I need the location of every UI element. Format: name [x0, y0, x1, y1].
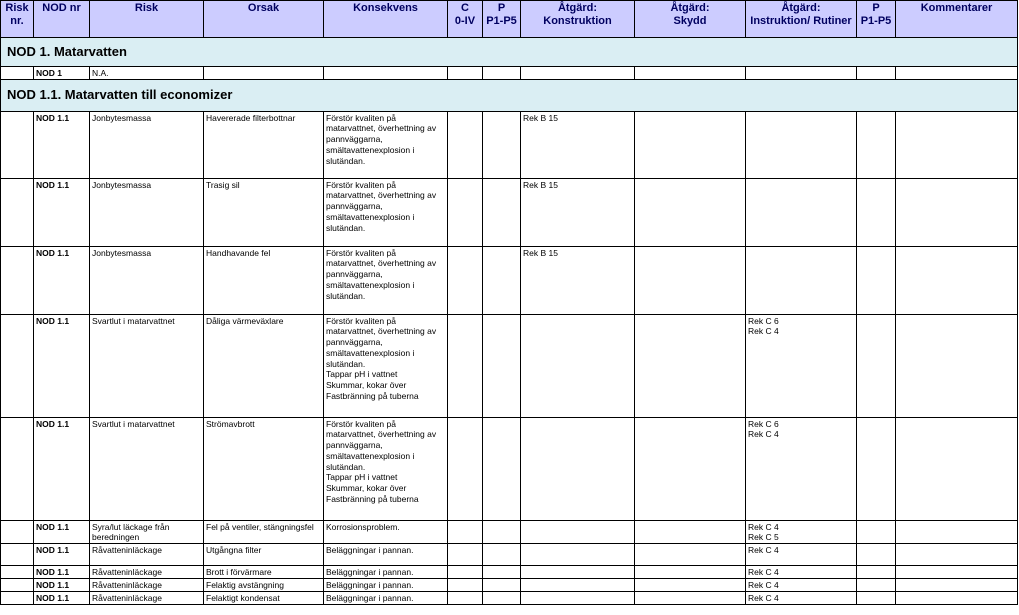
cell-konsekvens[interactable]: Förstör kvaliten på matarvattnet, överhettning av pannväggarna, smältavattenexplosion i slutändan.: [324, 178, 448, 246]
cell-risk[interactable]: Råvatteninläckage: [90, 544, 204, 566]
cell-nod[interactable]: NOD 1.1: [34, 246, 90, 314]
cell-konsekvens[interactable]: Beläggningar i pannan.: [324, 592, 448, 605]
cell-kommentarer[interactable]: [896, 520, 1018, 543]
cell-p2[interactable]: [857, 111, 896, 178]
cell-konstruktion[interactable]: [521, 67, 635, 80]
table-row: [1, 178, 1018, 246]
table-row: [1, 592, 1018, 605]
cell-c[interactable]: [448, 67, 483, 80]
cell-skydd[interactable]: [635, 592, 746, 605]
cell-orsak[interactable]: Strömavbrott: [204, 417, 324, 520]
cell-nod[interactable]: NOD 1.1: [34, 566, 90, 579]
cell-orsak[interactable]: Havererade filterbottnar: [204, 111, 324, 178]
cell-kommentarer[interactable]: [896, 178, 1018, 246]
table-row: [1, 579, 1018, 592]
cell-p[interactable]: [483, 314, 521, 417]
header-cell[interactable]: Åtgärd: Konstruktion: [521, 1, 635, 38]
cell-c[interactable]: [448, 520, 483, 543]
cell-orsak[interactable]: Felaktigt kondensat: [204, 592, 324, 605]
cell-c[interactable]: [448, 544, 483, 566]
cell-kommentarer[interactable]: [896, 67, 1018, 80]
cell-c[interactable]: [448, 579, 483, 592]
cell-nod[interactable]: NOD 1.1: [34, 111, 90, 178]
cell-c[interactable]: [448, 178, 483, 246]
cell-nod[interactable]: NOD 1.1: [34, 314, 90, 417]
cell-instruktion[interactable]: Rek C 4: [746, 566, 857, 579]
header-cell[interactable]: Kommentarer: [896, 1, 1018, 38]
cell-instruktion[interactable]: [746, 67, 857, 80]
header-row: [1, 1, 1018, 38]
cell-risk[interactable]: Jonbytesmassa: [90, 111, 204, 178]
cell-risk-nr[interactable]: [1, 520, 34, 543]
cell-konstruktion[interactable]: Rek B 15: [521, 111, 635, 178]
cell-instruktion[interactable]: Rek C 6 Rek C 4: [746, 314, 857, 417]
cell-p2[interactable]: [857, 544, 896, 566]
cell-risk[interactable]: Råvatteninläckage: [90, 579, 204, 592]
cell-p2[interactable]: [857, 178, 896, 246]
cell-instruktion[interactable]: [746, 178, 857, 246]
cell-instruktion[interactable]: Rek C 4: [746, 544, 857, 566]
cell-p2[interactable]: [857, 67, 896, 80]
cell-instruktion[interactable]: Rek C 4: [746, 592, 857, 605]
cell-skydd[interactable]: [635, 246, 746, 314]
cell-orsak[interactable]: Fel på ventiler, stängningsfel: [204, 520, 324, 543]
cell-konsekvens[interactable]: [324, 67, 448, 80]
cell-kommentarer[interactable]: [896, 566, 1018, 579]
cell-kommentarer[interactable]: [896, 544, 1018, 566]
cell-p2[interactable]: [857, 579, 896, 592]
cell-nod[interactable]: NOD 1.1: [34, 178, 90, 246]
cell-orsak[interactable]: Brott i förvärmare: [204, 566, 324, 579]
section-row: [1, 79, 1018, 111]
header-cell[interactable]: C 0-IV: [448, 1, 483, 38]
cell-konstruktion[interactable]: [521, 544, 635, 566]
cell-kommentarer[interactable]: [896, 579, 1018, 592]
cell-skydd[interactable]: [635, 111, 746, 178]
cell-p[interactable]: [483, 592, 521, 605]
cell-risk-nr[interactable]: [1, 178, 34, 246]
cell-konsekvens[interactable]: Beläggningar i pannan.: [324, 579, 448, 592]
cell-p[interactable]: [483, 67, 521, 80]
cell-nod[interactable]: NOD 1: [34, 67, 90, 80]
cell-konsekvens[interactable]: Förstör kvaliten på matarvattnet, överhettning av pannväggarna, smältavattenexplosion i slutändan. Tappar pH i vattnet Skummar, kokar över Fastbränning på tuberna: [324, 314, 448, 417]
cell-orsak[interactable]: [204, 67, 324, 80]
cell-c[interactable]: [448, 111, 483, 178]
cell-risk-nr[interactable]: [1, 67, 34, 80]
cell-nod[interactable]: NOD 1.1: [34, 520, 90, 543]
cell-risk[interactable]: Svartlut i matarvattnet: [90, 314, 204, 417]
cell-konsekvens[interactable]: Korrosionsproblem.: [324, 520, 448, 543]
cell-p[interactable]: [483, 417, 521, 520]
cell-orsak[interactable]: Utgångna filter: [204, 544, 324, 566]
cell-risk-nr[interactable]: [1, 111, 34, 178]
cell-konstruktion[interactable]: [521, 520, 635, 543]
cell-p[interactable]: [483, 111, 521, 178]
cell-p2[interactable]: [857, 566, 896, 579]
cell-konsekvens[interactable]: Förstör kvaliten på matarvattnet, överhettning av pannväggarna, smältavattenexplosion i slutändan. Tappar pH i vattnet Skummar, kokar över Fastbränning på tuberna: [324, 417, 448, 520]
cell-risk-nr[interactable]: [1, 592, 34, 605]
cell-kommentarer[interactable]: [896, 314, 1018, 417]
cell-p[interactable]: [483, 566, 521, 579]
cell-konsekvens[interactable]: Beläggningar i pannan.: [324, 544, 448, 566]
cell-konsekvens[interactable]: Förstör kvaliten på matarvattnet, överhettning av pannväggarna, smältavattenexplosion i slutändan.: [324, 111, 448, 178]
header-cell[interactable]: Åtgärd: Instruktion/ Rutiner: [746, 1, 857, 38]
cell-konstruktion[interactable]: [521, 314, 635, 417]
header-cell[interactable]: Risk: [90, 1, 204, 38]
cell-konstruktion[interactable]: [521, 592, 635, 605]
cell-risk-nr[interactable]: [1, 314, 34, 417]
cell-instruktion[interactable]: Rek C 6 Rek C 4: [746, 417, 857, 520]
header-cell[interactable]: P P1-P5: [857, 1, 896, 38]
cell-skydd[interactable]: [635, 417, 746, 520]
cell-orsak[interactable]: Trasig sil: [204, 178, 324, 246]
cell-nod[interactable]: NOD 1.1: [34, 544, 90, 566]
cell-kommentarer[interactable]: [896, 417, 1018, 520]
cell-konstruktion[interactable]: Rek B 15: [521, 246, 635, 314]
cell-p2[interactable]: [857, 592, 896, 605]
cell-p2[interactable]: [857, 246, 896, 314]
cell-risk[interactable]: N.A.: [90, 67, 204, 80]
cell-skydd[interactable]: [635, 520, 746, 543]
table-row: [1, 544, 1018, 566]
cell-skydd[interactable]: [635, 178, 746, 246]
table-row: [1, 111, 1018, 178]
cell-p[interactable]: [483, 544, 521, 566]
cell-risk-nr[interactable]: [1, 246, 34, 314]
section-title[interactable]: NOD 1. Matarvatten: [1, 38, 1018, 67]
cell-risk-nr[interactable]: [1, 579, 34, 592]
cell-risk-nr[interactable]: [1, 544, 34, 566]
cell-nod[interactable]: NOD 1.1: [34, 417, 90, 520]
cell-risk[interactable]: Jonbytesmassa: [90, 178, 204, 246]
cell-c[interactable]: [448, 314, 483, 417]
cell-kommentarer[interactable]: [896, 246, 1018, 314]
cell-konstruktion[interactable]: [521, 566, 635, 579]
cell-risk-nr[interactable]: [1, 566, 34, 579]
header-cell[interactable]: NOD nr: [34, 1, 90, 38]
cell-orsak[interactable]: Dåliga värmeväxlare: [204, 314, 324, 417]
cell-konsekvens[interactable]: Förstör kvaliten på matarvattnet, överhettning av pannväggarna, smältavattenexplosion i slutändan.: [324, 246, 448, 314]
cell-c[interactable]: [448, 417, 483, 520]
header-cell[interactable]: Risk nr.: [1, 1, 34, 38]
header-cell[interactable]: P P1-P5: [483, 1, 521, 38]
cell-c[interactable]: [448, 566, 483, 579]
cell-c[interactable]: [448, 246, 483, 314]
section-row: [1, 38, 1018, 67]
cell-risk[interactable]: Svartlut i matarvattnet: [90, 417, 204, 520]
cell-risk[interactable]: Syra/lut läckage från beredningen: [90, 520, 204, 543]
cell-skydd[interactable]: [635, 579, 746, 592]
cell-konsekvens[interactable]: Beläggningar i pannan.: [324, 566, 448, 579]
cell-risk[interactable]: Råvatteninläckage: [90, 566, 204, 579]
cell-risk[interactable]: Råvatteninläckage: [90, 592, 204, 605]
cell-skydd[interactable]: [635, 566, 746, 579]
cell-nod[interactable]: NOD 1.1: [34, 592, 90, 605]
cell-orsak[interactable]: Handhavande fel: [204, 246, 324, 314]
cell-konstruktion[interactable]: [521, 417, 635, 520]
table-row: [1, 314, 1018, 417]
cell-p[interactable]: [483, 579, 521, 592]
cell-nod[interactable]: NOD 1.1: [34, 579, 90, 592]
header-cell[interactable]: Orsak: [204, 1, 324, 38]
cell-p2[interactable]: [857, 520, 896, 543]
cell-skydd[interactable]: [635, 544, 746, 566]
cell-skydd[interactable]: [635, 67, 746, 80]
cell-p2[interactable]: [857, 314, 896, 417]
cell-p[interactable]: [483, 246, 521, 314]
table-row: [1, 417, 1018, 520]
cell-p[interactable]: [483, 520, 521, 543]
cell-orsak[interactable]: Felaktig avstängning: [204, 579, 324, 592]
table-row: [1, 246, 1018, 314]
cell-risk[interactable]: Jonbytesmassa: [90, 246, 204, 314]
cell-instruktion[interactable]: [746, 111, 857, 178]
cell-instruktion[interactable]: Rek C 4: [746, 579, 857, 592]
cell-kommentarer[interactable]: [896, 111, 1018, 178]
section-title[interactable]: NOD 1.1. Matarvatten till economizer: [1, 79, 1018, 111]
cell-kommentarer[interactable]: [896, 592, 1018, 605]
header-cell[interactable]: Konsekvens: [324, 1, 448, 38]
table-row: [1, 67, 1018, 80]
header-cell[interactable]: Åtgärd: Skydd: [635, 1, 746, 38]
cell-konstruktion[interactable]: [521, 579, 635, 592]
cell-instruktion[interactable]: Rek C 4 Rek C 5: [746, 520, 857, 543]
cell-konstruktion[interactable]: Rek B 15: [521, 178, 635, 246]
cell-p[interactable]: [483, 178, 521, 246]
table-row: [1, 566, 1018, 579]
table-row: [1, 520, 1018, 543]
cell-p2[interactable]: [857, 417, 896, 520]
cell-risk-nr[interactable]: [1, 417, 34, 520]
cell-instruktion[interactable]: [746, 246, 857, 314]
cell-c[interactable]: [448, 592, 483, 605]
cell-skydd[interactable]: [635, 314, 746, 417]
